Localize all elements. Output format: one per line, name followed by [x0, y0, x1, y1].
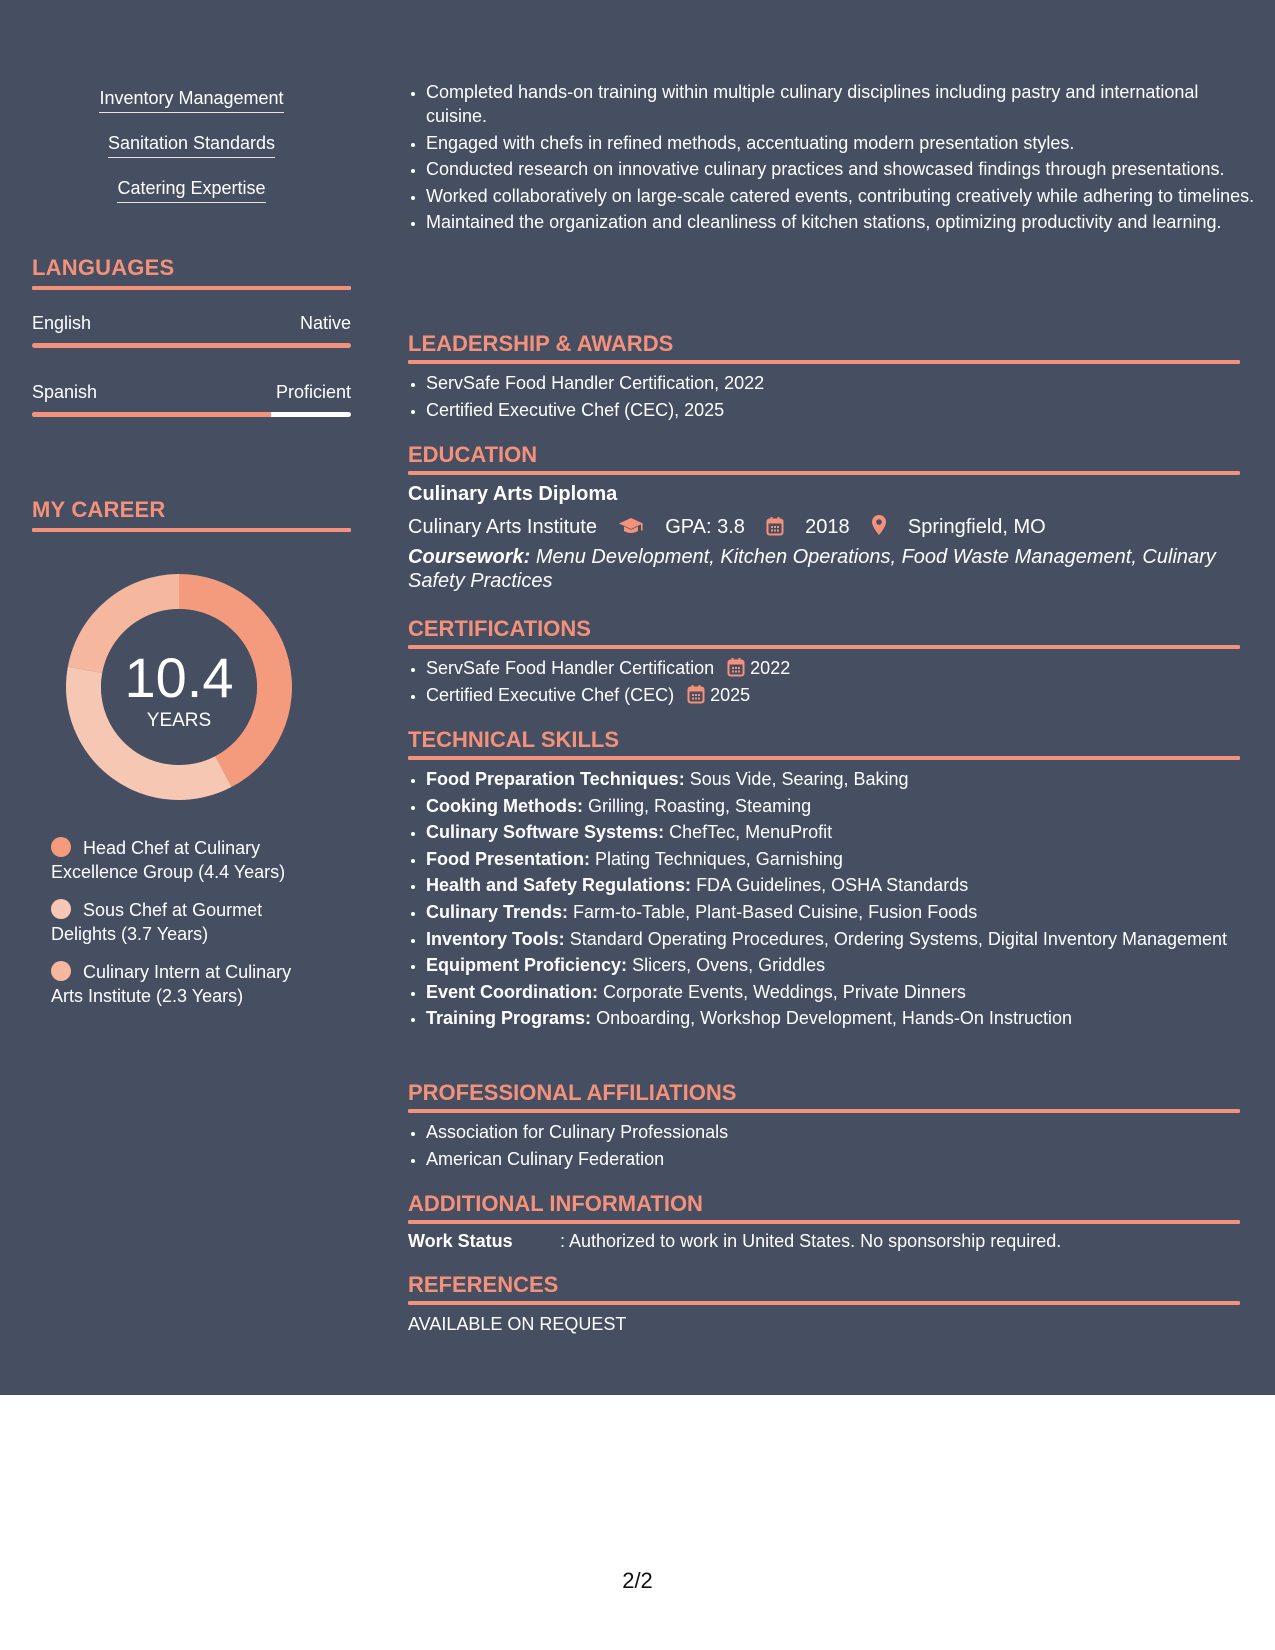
career-rule [32, 528, 351, 532]
technical-skill-item [426, 820, 1258, 844]
skill-category: Culinary Trends: [426, 901, 569, 922]
career-legend-label: Culinary Intern at Culinary Arts Institute (2.3 Years) [51, 962, 292, 1006]
technical-skill-item [426, 953, 1258, 977]
certification-item [426, 683, 1258, 707]
references-heading: REFERENCES [408, 1272, 559, 1297]
legend-dot-icon [51, 961, 71, 981]
language-proficiency-bar [32, 412, 351, 417]
skill-values: Grilling, Roasting, Steaming [588, 795, 812, 816]
calendar-icon [766, 516, 784, 536]
work-status-label: Work Status [408, 1231, 513, 1251]
leadership-heading: LEADERSHIP & AWARDS [408, 331, 674, 356]
experience-bullet: • Maintained the organization and cleanliness of kitchen stations, optimizing productivity and learning. [426, 210, 1258, 234]
leadership-list [408, 371, 1258, 424]
skill-category: Food Presentation: [426, 848, 591, 869]
education-year: 2018 [805, 516, 850, 538]
skill-tag-label: Sanitation Standards [108, 133, 275, 158]
work-status-value: : Authorized to work in United States. No sponsorship required. [560, 1231, 1062, 1251]
technical-skill-item [426, 980, 1258, 1004]
skill-values: Farm-to-Table, Plant-Based Cuisine, Fusion Foods [573, 901, 978, 922]
calendar-icon [687, 684, 705, 704]
education-gpa: GPA: 3.8 [665, 516, 745, 538]
education-institution: Culinary Arts Institute [408, 516, 597, 538]
career-heading: MY CAREER [32, 497, 166, 522]
languages-heading: LANGUAGES [32, 255, 175, 280]
technical-skills-list [408, 767, 1258, 1033]
technical-skills-rule [408, 756, 1240, 760]
career-total-years: 10.4 [124, 646, 234, 709]
language-level: Proficient [275, 382, 351, 402]
language-proficiency-fill [32, 412, 271, 417]
affiliation-item: • Association for Culinary Professionals [426, 1120, 1258, 1144]
education-heading: EDUCATION [408, 442, 538, 467]
technical-skill-item [426, 927, 1258, 951]
certifications-heading: CERTIFICATIONS [408, 616, 591, 641]
skill-values: Corporate Events, Weddings, Private Dinners [603, 981, 966, 1002]
additional-info-rule [408, 1220, 1240, 1224]
career-legend-label: Sous Chef at Gourmet Delights (3.7 Years) [51, 900, 263, 944]
skill-values: Onboarding, Workshop Development, Hands-On Instruction [596, 1008, 1072, 1029]
technical-skill-item [426, 767, 1258, 791]
career-legend-item [51, 960, 321, 1008]
education-rule [408, 471, 1240, 475]
skill-category: Training Programs: [426, 1008, 592, 1029]
technical-skills-heading: TECHNICAL SKILLS [408, 727, 620, 752]
education-coursework [408, 545, 1228, 593]
references-text: AVAILABLE ON REQUEST [408, 1314, 627, 1334]
additional-info-heading: ADDITIONAL INFORMATION [408, 1191, 703, 1216]
skill-values: Standard Operating Procedures, Ordering Systems, Digital Inventory Management [569, 928, 1228, 949]
graduation-cap-icon [618, 516, 644, 536]
affiliations-rule [408, 1109, 1240, 1113]
map-pin-icon [871, 514, 887, 536]
certifications-rule [408, 645, 1240, 649]
skill-tag [32, 178, 351, 203]
education-degree: Culinary Arts Diploma [408, 483, 618, 505]
legend-dot-icon [51, 899, 71, 919]
skill-values: Plating Techniques, Garnishing [595, 848, 843, 869]
language-level: Native [299, 313, 351, 333]
experience-bullet: • Completed hands-on training within multiple culinary disciplines including pastry and international cuisine. [426, 80, 1258, 128]
skill-values: FDA Guidelines, OSHA Standards [696, 875, 969, 896]
affiliations-list [408, 1120, 1258, 1173]
affiliation-item: • American Culinary Federation [426, 1147, 1258, 1171]
language-name: English [32, 313, 92, 333]
skill-category: Culinary Software Systems: [426, 822, 665, 843]
career-donut-center [64, 572, 294, 802]
page-number: 2/2 [622, 1568, 653, 1593]
certification-item [426, 656, 1258, 680]
coursework-list: Menu Development, Kitchen Operations, Food Waste Management, Culinary Safety Practices [408, 546, 1216, 592]
certification-year: 2025 [710, 684, 751, 705]
technical-skill-item [426, 847, 1258, 871]
skill-tag-label: Catering Expertise [117, 178, 265, 203]
skill-category: Inventory Tools: [426, 928, 565, 949]
career-legend-label: Head Chef at Culinary Excellence Group (4.4 Years) [51, 838, 286, 882]
technical-skill-item [426, 873, 1258, 897]
technical-skill-item [426, 1006, 1258, 1030]
work-status [408, 1231, 1061, 1252]
career-legend-item [51, 898, 321, 946]
coursework-label: Coursework: [408, 546, 531, 568]
skill-tag [32, 133, 351, 158]
skill-values: ChefTec, MenuProfit [669, 822, 833, 843]
skill-category: Food Preparation Techniques: [426, 769, 685, 789]
certification-name: Certified Executive Chef (CEC) [426, 684, 675, 705]
legend-dot-icon [51, 837, 71, 857]
skill-values: Sous Vide, Searing, Baking [689, 769, 909, 789]
experience-bullet: • Engaged with chefs in refined methods, accentuating modern presentation styles. [426, 131, 1258, 155]
technical-skill-item [426, 794, 1258, 818]
skill-category: Event Coordination: [426, 981, 598, 1002]
career-legend-item [51, 836, 321, 884]
language-proficiency-fill [32, 343, 351, 348]
experience-bullet: • Worked collaboratively on large-scale catered events, contributing creatively while adhering to timelines. [426, 184, 1258, 208]
leadership-rule [408, 360, 1240, 364]
calendar-icon [727, 657, 745, 677]
leadership-item: • Certified Executive Chef (CEC), 2025 [426, 398, 1258, 422]
experience-bullet: • Conducted research on innovative culinary practices and showcased findings through presentations. [426, 157, 1258, 181]
skill-tag [32, 88, 351, 113]
leadership-item: • ServSafe Food Handler Certification, 2022 [426, 371, 1258, 395]
certification-year: 2022 [750, 658, 791, 678]
experience-bullets [408, 80, 1258, 237]
languages-rule [32, 286, 351, 290]
skill-category: Cooking Methods: [426, 795, 583, 816]
education-location: Springfield, MO [907, 516, 1046, 538]
skill-values: Slicers, Ovens, Griddles [632, 955, 826, 976]
language-proficiency-bar [32, 343, 351, 348]
certification-name: ServSafe Food Handler Certification [426, 658, 715, 678]
skill-category: Equipment Proficiency: [426, 955, 628, 976]
skill-category: Health and Safety Regulations: [426, 875, 692, 896]
skill-tag-label: Inventory Management [99, 88, 283, 113]
education-details [408, 514, 1046, 539]
technical-skill-item [426, 900, 1258, 924]
affiliations-heading: PROFESSIONAL AFFILIATIONS [408, 1080, 737, 1105]
career-total-unit: YEARS [146, 710, 212, 731]
certifications-list [408, 656, 1258, 709]
references-rule [408, 1301, 1240, 1305]
language-name: Spanish [32, 382, 98, 402]
